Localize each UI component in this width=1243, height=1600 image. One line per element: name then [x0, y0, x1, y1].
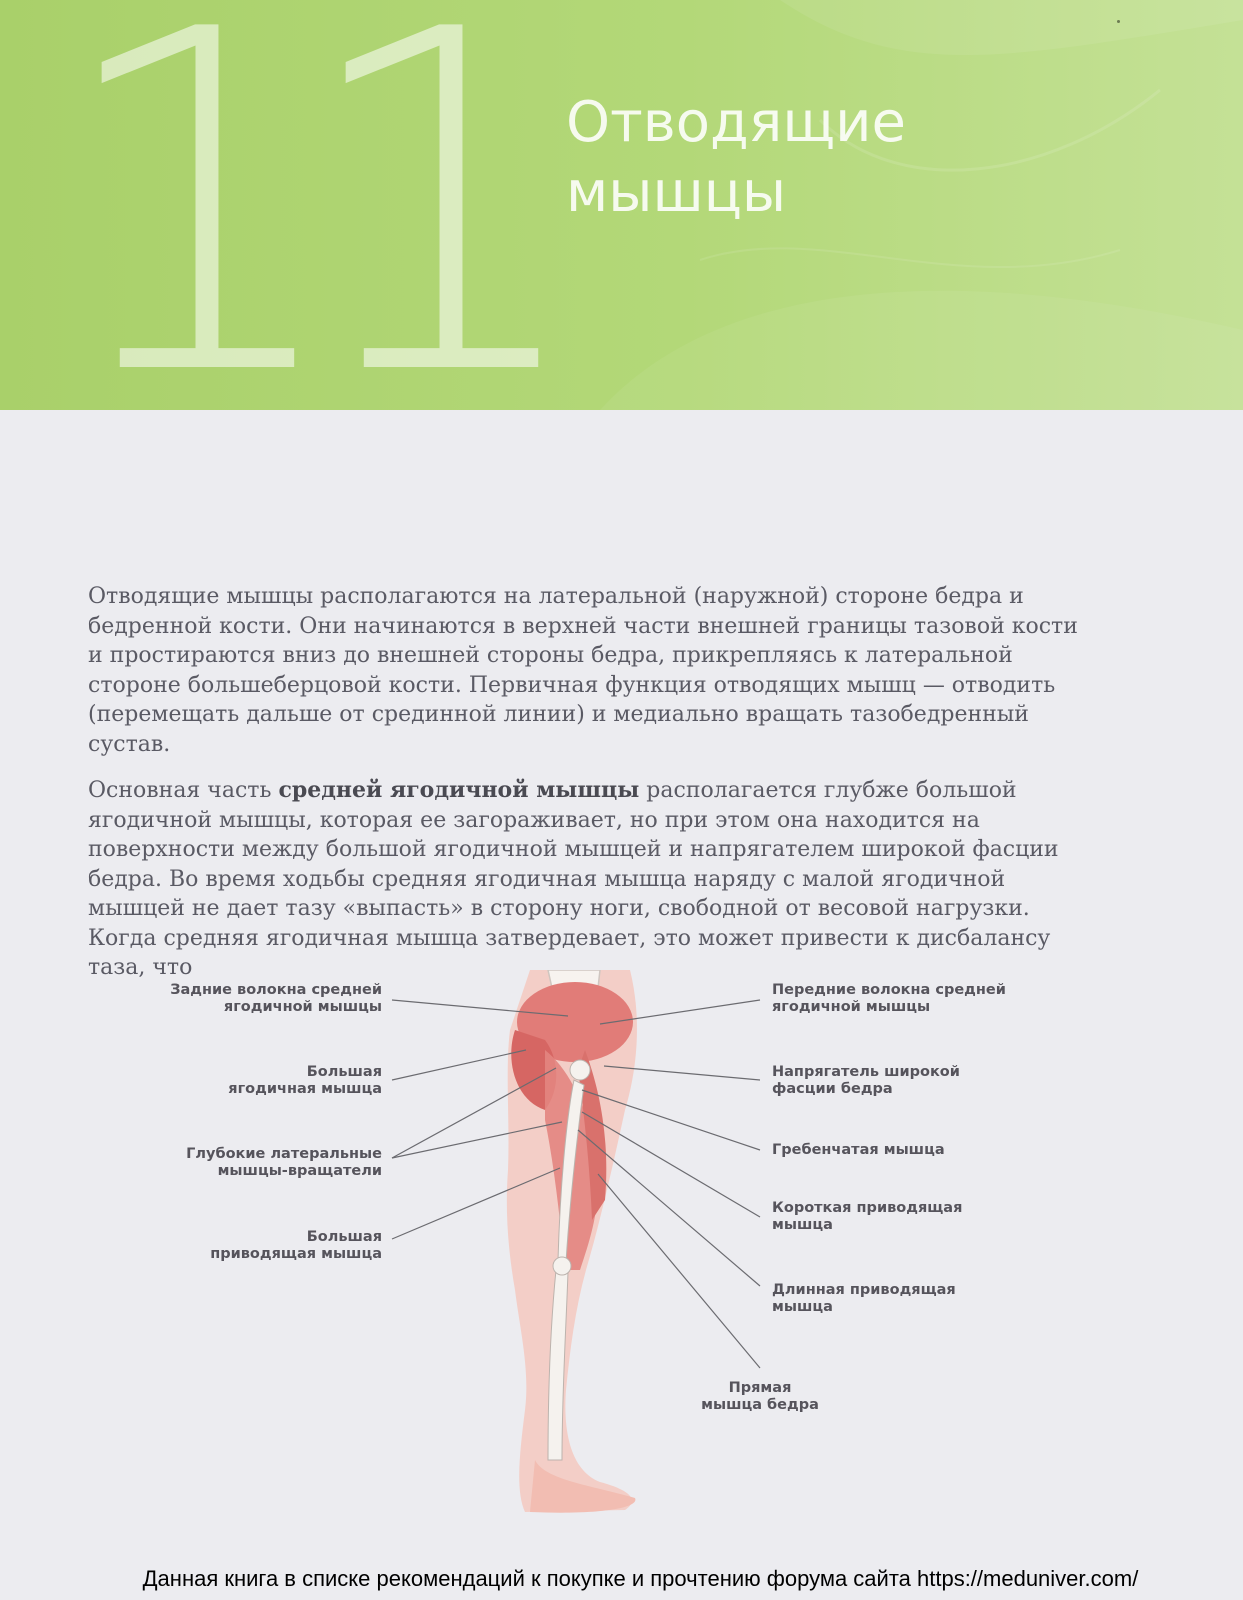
label-rectus-femoris: Прямая мышца бедра — [701, 1380, 819, 1413]
header-dot — [1117, 20, 1120, 23]
label-adductor-magnus: Большая приводящая мышца — [210, 1229, 382, 1262]
footer-text: Данная книга в списке рекомендаций к покупке и прочтению форума сайта https://meduniver.com/ — [142, 1566, 1139, 1591]
anatomy-figure — [0, 970, 1243, 1540]
leader-gluteus-maximus — [392, 1050, 526, 1080]
paragraph-2 — [88, 776, 1098, 983]
paragraph-2-end: располагается глубже большой ягодичной мышцы, которая ее загораживает, но при этом она находится на поверхности между большой ягодичной мышцей и напрягателем широкой фасции бедра. Во время ходьбы средняя ягодичная мышца наряду с малой ягодичной мышцей не дает тазу «выпасть» в сторону ноги, свободной от весовой нагрузки. Когда средняя ягодичная мышца затвердевает, это может привести к дисбалансу таза, что — [88, 778, 1059, 980]
chapter-title-line-2: мышцы — [566, 160, 787, 225]
label-tensor-fasciae-latae: Напрягатель широкой фасции бедра — [772, 1064, 960, 1097]
label-gluteus-maximus: Большая ягодичная мышца — [228, 1064, 382, 1097]
hip-joint — [570, 1060, 590, 1080]
label-adductor-longus: Длинная приводящая мышца — [772, 1282, 956, 1315]
footer-note — [0, 1561, 1243, 1597]
knee-joint — [553, 1257, 571, 1275]
label-adductor-brevis: Короткая приводящая мышца — [772, 1200, 963, 1233]
label-posterior-gluteus-medius: Задние волокна средней ягодичной мышцы — [170, 982, 382, 1015]
chapter-title-line-1: Отводящие — [566, 90, 906, 155]
chapter-header — [0, 0, 1243, 410]
chapter-title — [566, 88, 1126, 228]
label-pectineus: Гребенчатая мышца — [772, 1142, 945, 1158]
leader-adductor-longus — [578, 1130, 760, 1286]
gluteus-medius-term: средней ягодичной мышцы — [278, 777, 640, 803]
body-text — [88, 582, 1098, 1000]
label-anterior-gluteus-medius: Передние волокна средней ягодичной мышцы — [772, 982, 1006, 1015]
paragraph-1: Отводящие мышцы располагаются на латеральной (наружной) стороне бедра и бедренной кости. Они начинаются в верхней части внешней границы тазовой кости и простираются вниз до внешней стороны бедра, прикрепляясь к латеральной стороне большеберцовой кости. Первичная функция отводящих мышц — отводить (перемещать дальше от срединной линии) и медиально вращать тазобедренный сустав. — [88, 584, 1078, 757]
chapter-number: 11 — [50, 0, 539, 410]
label-deep-lateral-rotators: Глубокие латеральные мышцы-вращатели — [186, 1146, 382, 1179]
paragraph-2-start: Основная часть — [88, 778, 279, 803]
